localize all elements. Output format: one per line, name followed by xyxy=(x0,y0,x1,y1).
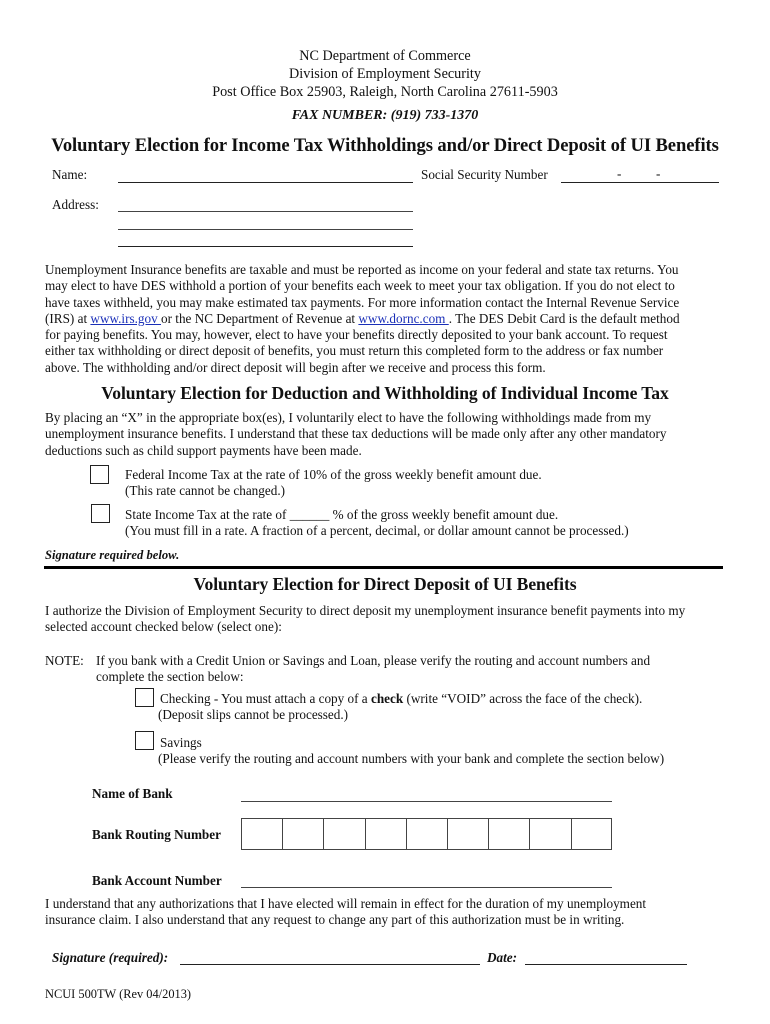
state-tax-checkbox[interactable] xyxy=(91,504,110,523)
federal-tax-checkbox[interactable] xyxy=(90,465,109,484)
account-number-field[interactable] xyxy=(241,887,612,888)
routing-digit-7[interactable] xyxy=(488,818,529,850)
routing-number-label: Bank Routing Number xyxy=(92,827,221,842)
address-line-3[interactable] xyxy=(118,246,413,247)
note-line: complete the section below: xyxy=(96,669,244,684)
date-field[interactable] xyxy=(525,964,687,965)
form-title: Voluntary Election for Income Tax Withholdings and/or Direct Deposit of UI Benefits xyxy=(51,135,719,156)
checking-label: Checking - You must attach a copy of a check (write “VOID” across the face of the check). xyxy=(160,691,643,706)
state-tax-label: State Income Tax at the rate of ______ % of the gross weekly benefit amount due. xyxy=(125,507,559,522)
signature-label: Signature (required): xyxy=(52,950,169,965)
intro-line: above. The withholding and/or direct deposit will begin after we receive and process this form. xyxy=(45,359,546,375)
form-id: NCUI 500TW (Rev 04/2013) xyxy=(45,987,192,1001)
state-tax-rate-field[interactable]: ______ xyxy=(289,507,330,522)
withholding-section-title: Voluntary Election for Deduction and Withholding of Individual Income Tax xyxy=(101,383,669,403)
checking-checkbox[interactable] xyxy=(135,688,154,707)
name-field[interactable] xyxy=(118,182,413,183)
intro-line: either tax withholding or direct deposit of benefits, you must return this completed form to the address or fax number xyxy=(45,343,664,359)
intro-line: have taxes withheld, you may make estimated tax payments. For more information contact the Internal Revenue Service xyxy=(45,294,680,310)
fax-number: FAX NUMBER: (919) 733-1370 xyxy=(291,108,479,123)
address-line-1[interactable] xyxy=(118,211,413,212)
note-line: If you bank with a Credit Union or Savings and Loan, please verify the routing and account numbers and xyxy=(96,653,651,668)
routing-digit-5[interactable] xyxy=(406,818,447,850)
withholding-description: By placing an “X” in the appropriate box(es), I voluntarily elect to have the following withholdings made from my unemployment insurance benefits. I understand that these tax deductions will be made only after any other mandatory deductions such as child support payments have been made. xyxy=(45,410,667,458)
direct-deposit-section-title: Voluntary Election for Direct Deposit of UI Benefits xyxy=(193,574,577,594)
dornc-link[interactable]: www.dornc.com xyxy=(358,310,449,326)
checking-note: (Deposit slips cannot be processed.) xyxy=(158,707,349,722)
address-line-2[interactable] xyxy=(118,229,413,230)
acknowledgement-paragraph: I understand that any authorizations that I have elected will remain in effect for the duration of my unemployment insurance claim. I also understand that any request to change any part of this authorization must be in writing. xyxy=(45,896,647,928)
address-label: Address: xyxy=(52,197,99,212)
ssn-label: Social Security Number xyxy=(421,167,548,182)
ssn-field[interactable] xyxy=(561,182,719,183)
ssn-separator-2: - xyxy=(656,166,661,181)
intro-line: Unemployment Insurance benefits are taxable and must be reported as income on your federal and state tax returns. You xyxy=(45,262,679,277)
routing-digit-3[interactable] xyxy=(323,818,364,850)
date-label: Date: xyxy=(487,950,518,965)
irs-link[interactable]: www.irs.gov xyxy=(90,310,161,326)
routing-digit-4[interactable] xyxy=(365,818,406,850)
intro-paragraph xyxy=(45,262,735,376)
signature-required-note: Signature required below. xyxy=(45,548,180,562)
bank-name-label: Name of Bank xyxy=(92,786,173,801)
agency-name: NC Department of Commerce xyxy=(299,48,471,64)
federal-tax-label: Federal Income Tax at the rate of 10% of the gross weekly benefit amount due. xyxy=(125,467,542,482)
routing-digit-1[interactable] xyxy=(241,818,282,850)
savings-note: (Please verify the routing and account numbers with your bank and complete the section below) xyxy=(158,751,665,766)
routing-digit-2[interactable] xyxy=(282,818,323,850)
direct-deposit-description: I authorize the Division of Employment Security to direct deposit my unemployment insurance benefit payments into my selected account checked below (select one): xyxy=(45,603,686,635)
ssn-separator-1: - xyxy=(617,166,622,181)
mailing-address: Post Office Box 25903, Raleigh, North Carolina 27611-5903 xyxy=(212,84,558,100)
division-name: Division of Employment Security xyxy=(289,66,481,82)
savings-checkbox[interactable] xyxy=(135,731,154,750)
savings-label: Savings xyxy=(160,735,202,750)
bank-name-field[interactable] xyxy=(241,801,612,802)
routing-digit-8[interactable] xyxy=(529,818,570,850)
note-label: NOTE: xyxy=(45,653,84,668)
routing-number-boxes xyxy=(241,818,612,850)
federal-tax-note: (This rate cannot be changed.) xyxy=(125,483,286,498)
intro-line: for paying benefits. You may, however, elect to have your benefits directly deposited to your bank account. To request xyxy=(45,327,668,343)
routing-digit-9[interactable] xyxy=(571,818,612,850)
signature-field[interactable] xyxy=(180,964,480,965)
routing-digit-6[interactable] xyxy=(447,818,488,850)
state-tax-note: (You must fill in a rate. A fraction of a percent, decimal, or dollar amount cannot be processed.) xyxy=(125,523,629,538)
intro-line: (IRS) at www.irs.gov or the NC Department of Revenue at www.dornc.com . The DES Debit Card is the default method xyxy=(45,310,680,326)
name-label: Name: xyxy=(52,167,88,182)
intro-line: may elect to have DES withhold a portion of your benefits each week to meet your tax obligation. If you do not elect to xyxy=(45,278,675,294)
account-number-label: Bank Account Number xyxy=(92,873,222,888)
section-divider xyxy=(44,566,723,569)
